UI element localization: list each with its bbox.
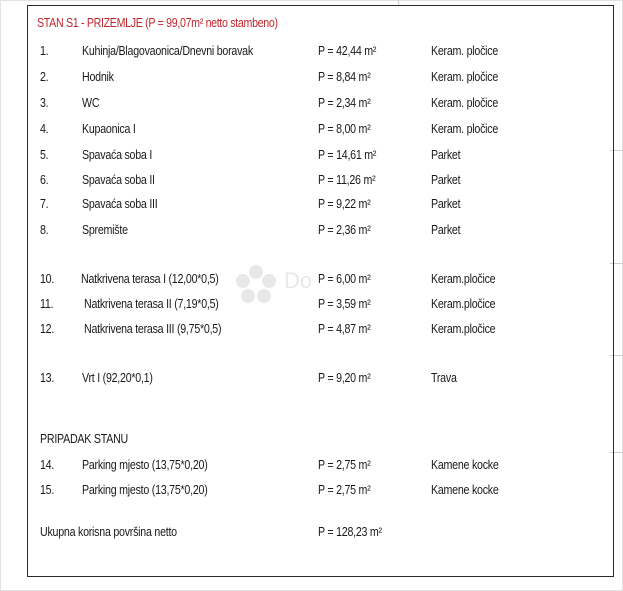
- room-name: Spremište: [82, 222, 128, 237]
- floor-finish: Kamene kocke: [431, 482, 499, 497]
- paw-flower-icon: [232, 262, 280, 310]
- row-number: 10.: [40, 271, 55, 286]
- row-number: 8.: [40, 222, 49, 237]
- watermark: [232, 262, 402, 312]
- row-number: 7.: [40, 196, 49, 211]
- floor-finish: Parket: [431, 222, 461, 237]
- row-number: 15.: [40, 482, 55, 497]
- row-number: 3.: [40, 95, 49, 110]
- row-number: 13.: [40, 370, 55, 385]
- row-number: 6.: [40, 172, 49, 187]
- room-area: P = 8,00 m²: [318, 121, 371, 136]
- room-area: P = 2,34 m²: [318, 95, 371, 110]
- room-area: P = 2,36 m²: [318, 222, 371, 237]
- room-name: Kuhinja/Blagovaonica/Dnevni boravak: [82, 43, 253, 58]
- floor-finish: Keram. pločice: [431, 95, 499, 110]
- room-area: P = 6,00 m²: [318, 271, 371, 286]
- room-name: Hodnik: [82, 69, 114, 84]
- room-area: P = 3,59 m²: [318, 296, 371, 311]
- room-area: P = 8,84 m²: [318, 69, 371, 84]
- section-label: PRIPADAK STANU: [40, 431, 128, 446]
- row-number: 4.: [40, 121, 49, 136]
- room-area: P = 9,22 m²: [318, 196, 371, 211]
- room-name: Spavaća soba II: [82, 172, 155, 187]
- row-number: 5.: [40, 147, 49, 162]
- row-number: 1.: [40, 43, 49, 58]
- room-name: Natkrivena terasa I (12,00*0,5): [81, 271, 219, 286]
- floor-finish: Keram. pločice: [431, 121, 499, 136]
- room-name: Natkrivena terasa III (9,75*0,5): [84, 321, 222, 336]
- document-title: STAN S1 - PRIZEMLJE (P = 99,07m² netto stambeno): [37, 15, 278, 30]
- floor-finish: Parket: [431, 172, 461, 187]
- watermark-text: Do: [284, 268, 313, 293]
- room-name: WC: [82, 95, 100, 110]
- room-name: Parking mjesto (13,75*0,20): [82, 457, 208, 472]
- room-area: P = 4,87 m²: [318, 321, 371, 336]
- floor-finish: Parket: [431, 147, 461, 162]
- room-area: P = 9,20 m²: [318, 370, 371, 385]
- room-name: Spavaća soba III: [82, 196, 158, 211]
- room-area: P = 2,75 m²: [318, 482, 371, 497]
- row-number: 11.: [40, 296, 54, 311]
- room-name: Kupaonica I: [82, 121, 136, 136]
- total-label: Ukupna korisna površina netto: [40, 524, 177, 539]
- floor-finish: Trava: [431, 370, 457, 385]
- floor-finish: Parket: [431, 196, 461, 211]
- row-number: 14.: [40, 457, 55, 472]
- floor-finish: Keram.pločice: [431, 321, 496, 336]
- total-value: P = 128,23 m²: [318, 524, 382, 539]
- room-name: Parking mjesto (13,75*0,20): [82, 482, 208, 497]
- floor-finish: Keram.pločice: [431, 271, 496, 286]
- row-number: 12.: [40, 321, 55, 336]
- row-number: 2.: [40, 69, 49, 84]
- floor-finish: Keram. pločice: [431, 69, 499, 84]
- room-area: P = 14,61 m²: [318, 147, 377, 162]
- room-name: Spavaća soba I: [82, 147, 153, 162]
- room-name: Vrt I (92,20*0,1): [82, 370, 153, 385]
- room-area: P = 11,26 m²: [318, 172, 376, 187]
- floor-finish: Kamene kocke: [431, 457, 499, 472]
- room-area: P = 42,44 m²: [318, 43, 377, 58]
- floor-finish: Keram. pločice: [431, 43, 499, 58]
- floor-finish: Keram.pločice: [431, 296, 496, 311]
- room-area: P = 2,75 m²: [318, 457, 371, 472]
- room-name: Natkrivena terasa II (7,19*0,5): [84, 296, 219, 311]
